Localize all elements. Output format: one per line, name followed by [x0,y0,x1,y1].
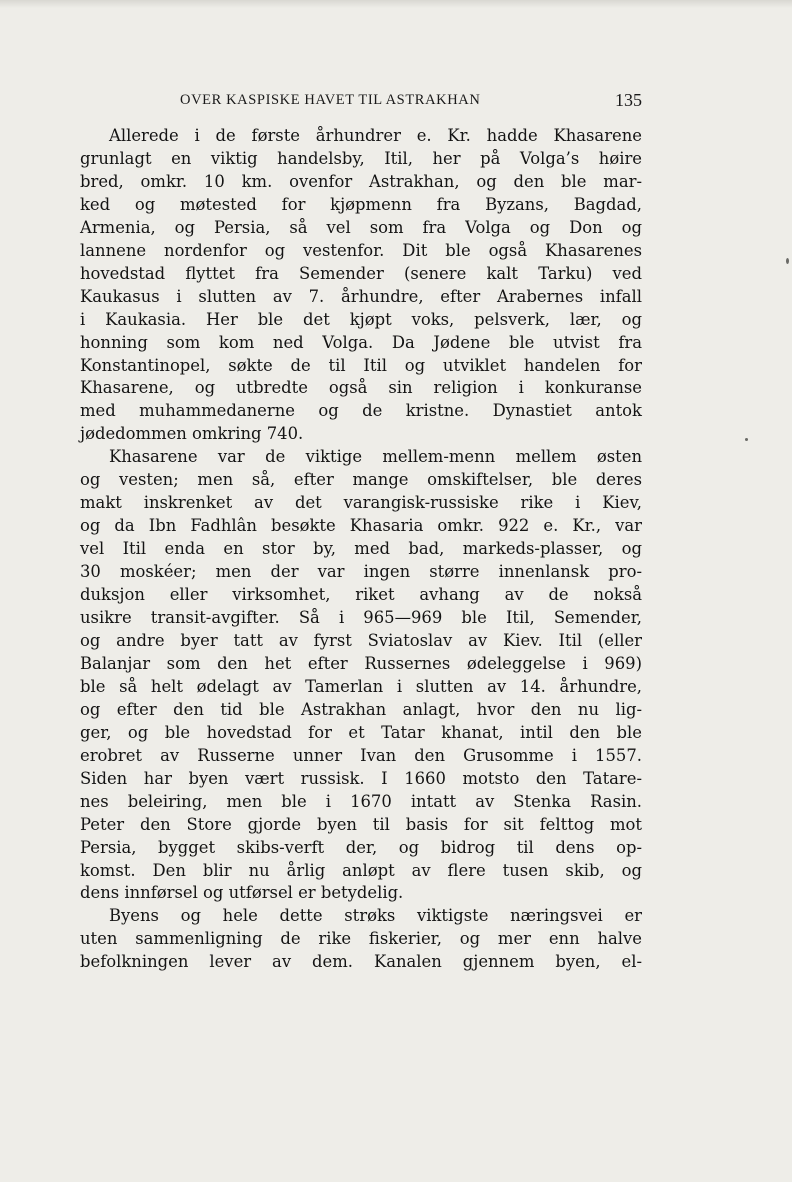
text-line: Armenia, og Persia, så vel som fra Volga og Don og [80,217,642,237]
text-line: bred, omkr. 10 km. ovenfor Astrakhan, og den ble mar- [80,171,642,191]
text-line: ble så helt ødelagt av Tamerlan i slutten av 14. århundre, [80,676,642,696]
text-line: erobret av Russerne unner Ivan den Grusomme i 1557. [80,745,642,765]
text-line: Persia, bygget skibs-verft der, og bidrog til dens op- [80,837,642,857]
text-line: Balanjar som den het efter Russernes ødeleggelse i 969) [80,653,642,673]
paragraph [80,125,642,446]
text-line: nes beleiring, men ble i 1670 intatt av Stenka Rasin. [80,791,642,811]
text-line: og andre byer tatt av fyrst Sviatoslav av Kiev. Itil (eller [80,630,642,650]
text-line: Byens og hele dette strøks viktigste næringsvei er [109,906,642,926]
text-line: og vesten; men så, efter mange omskiftelser, ble deres [80,470,642,490]
text-line: jødedommen omkring 740. [80,424,304,444]
text-line: Khasarene, og utbredte også sin religion i konkuranse [80,378,642,398]
page-number: 135 [615,90,642,110]
running-title: OVER KASPISKE HAVET TIL ASTRAKHAN [180,92,481,108]
text-line: og da Ibn Fadhlân besøkte Khasaria omkr. 922 e. Kr., var [80,516,642,536]
text-line: dens innførsel og utførsel er betydelig. [80,883,404,903]
text-line: ked og møtested for kjøpmenn fra Byzans, Bagdad, [80,194,642,214]
text-line: befolkningen lever av dem. Kanalen gjennem byen, el- [80,952,642,972]
text-line: komst. Den blir nu årlig anløpt av flere tusen skib, og [80,860,642,880]
text-line: i Kaukasia. Her ble det kjøpt voks, pelsverk, lær, og [80,309,642,329]
text-line: hovedstad flyttet fra Semender (senere kalt Tarku) ved [80,263,642,283]
paragraph [80,905,642,974]
paragraph [80,446,642,905]
text-line: Peter den Store gjorde byen til basis for sit felttog mot [80,814,642,834]
text-line: med muhammedanerne og de kristne. Dynastiet antok [80,401,642,421]
text-line: vel Itil enda en stor by, med bad, markeds-plasser, og [80,539,642,559]
text-line: duksjon eller virksomhet, riket avhang av de nokså [80,585,642,605]
text-line: 30 moskéer; men der var ingen større innenlansk pro- [80,562,642,582]
paper-speck [786,258,789,264]
text-line: honning som kom ned Volga. Da Jødene ble utvist fra [80,332,642,352]
text-line: grunlagt en viktig handelsby, Itil, her på Volga’s høire [80,148,642,168]
text-line: Khasarene var de viktige mellem-menn mellem østen [109,447,642,467]
text-line: makt inskrenket av det varangisk-russiske rike i Kiev, [80,493,642,513]
text-line: Allerede i de første århundrer e. Kr. hadde Khasarene [109,126,642,145]
body-text [80,125,642,974]
paper-speck [745,438,748,441]
text-line: usikre transit-avgifter. Så i 965—969 ble Itil, Semender, [80,608,642,628]
text-line: Siden har byen vært russisk. I 1660 motsto den Tatare- [80,768,642,788]
text-line: Konstantinopel, søkte de til Itil og utviklet handelen for [80,355,642,375]
page-top-edge [0,0,792,8]
text-line: uten sammenligning de rike fiskerier, og mer enn halve [80,929,642,949]
text-line: lannene nordenfor og vestenfor. Dit ble også Khasarenes [80,240,642,260]
running-head [80,90,642,112]
text-line: ger, og ble hovedstad for et Tatar khanat, intil den ble [80,722,642,742]
text-line: og efter den tid ble Astrakhan anlagt, hvor den nu lig- [80,699,642,719]
text-line: Kaukasus i slutten av 7. århundre, efter Arabernes infall [80,286,642,306]
